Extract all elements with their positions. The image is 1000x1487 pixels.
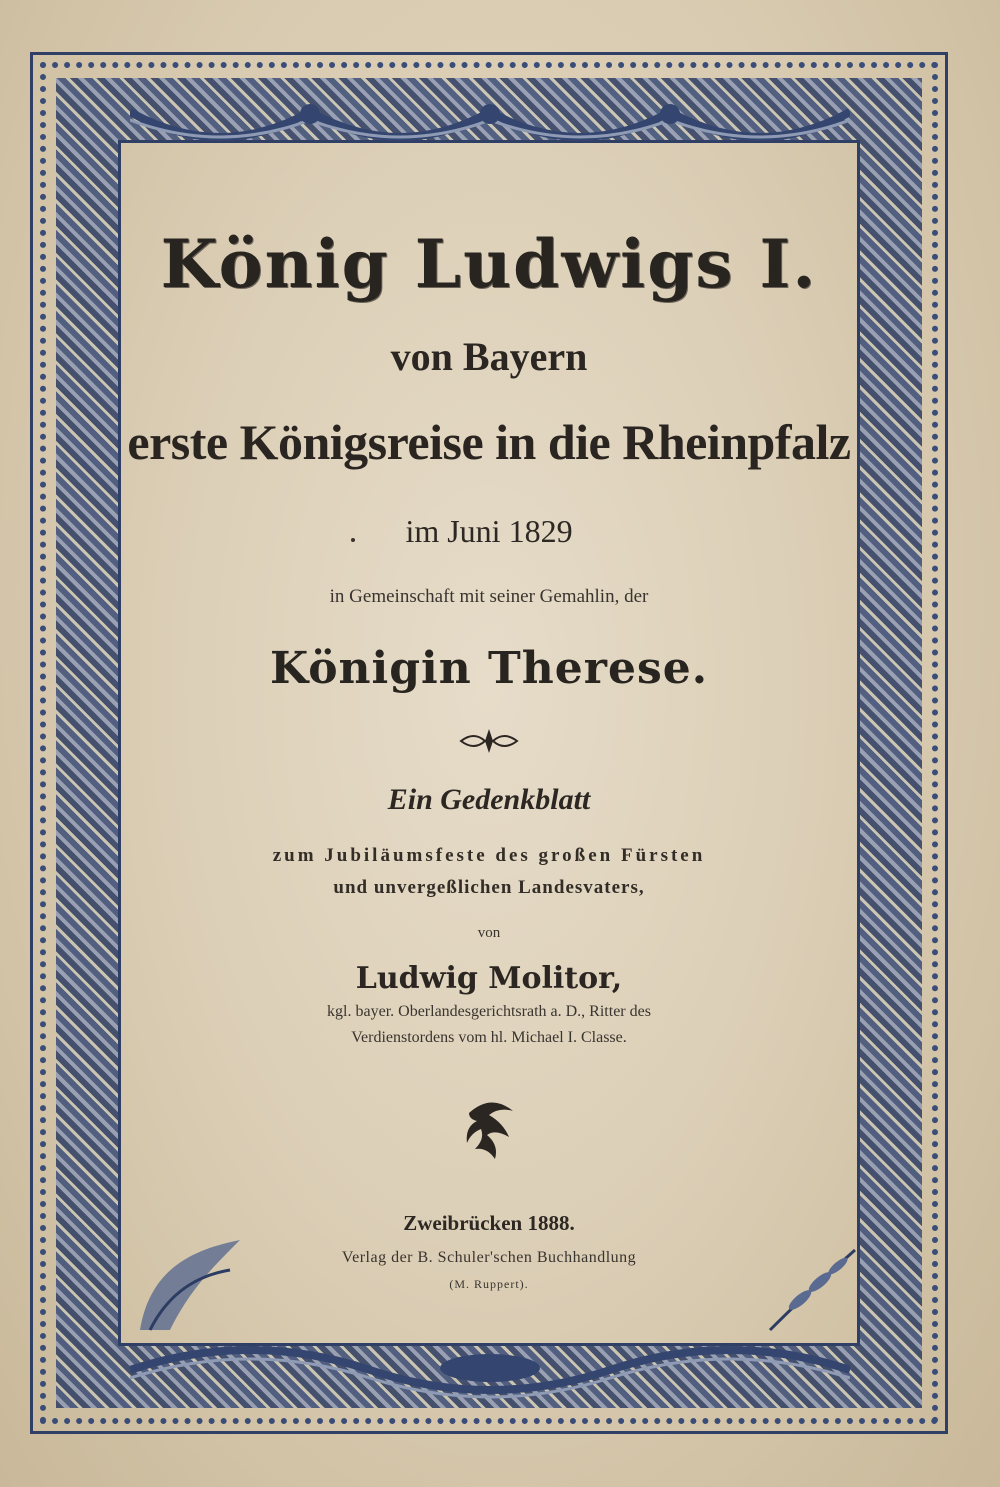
subtitle-line-5: in Gemeinschaft mit seiner Gemahlin, der — [329, 586, 649, 607]
title-line-4: im Juni 1829 — [405, 513, 573, 549]
publisher-monogram-ornament — [459, 1093, 523, 1165]
dedication-line-2: und unvergeßlichen Landesvaters, — [333, 877, 645, 898]
author-title-line-2: Verdienstordens vom hl. Michael I. Classe. — [351, 1029, 627, 1046]
gedenkblatt-heading: Ein Gedenkblatt — [387, 783, 591, 816]
von-label: von — [477, 925, 501, 941]
title-line-6: Königin Therese. — [269, 643, 709, 694]
dedication-line-1: zum Jubiläumsfeste des großen Fürsten — [272, 845, 706, 866]
title-line-2: von Bayern — [390, 334, 588, 379]
title-line-3: erste Königsreise in die Rheinpfalz — [127, 414, 851, 470]
publisher-note: (M. Ruppert). — [449, 1277, 529, 1291]
place-and-year: Zweibrücken 1888. — [403, 1211, 575, 1235]
author-title-line-1: kgl. bayer. Oberlandesgerichtsrath a. D., Ritter des — [327, 1003, 651, 1020]
cover-text-block — [121, 143, 857, 1343]
author-name: Ludwig Molitor, — [355, 961, 623, 996]
publisher-line: Verlag der B. Schuler'schen Buchhandlung — [341, 1249, 637, 1266]
fleuron-ornament — [459, 727, 519, 755]
title-line-1: König Ludwigs I. — [160, 225, 818, 303]
